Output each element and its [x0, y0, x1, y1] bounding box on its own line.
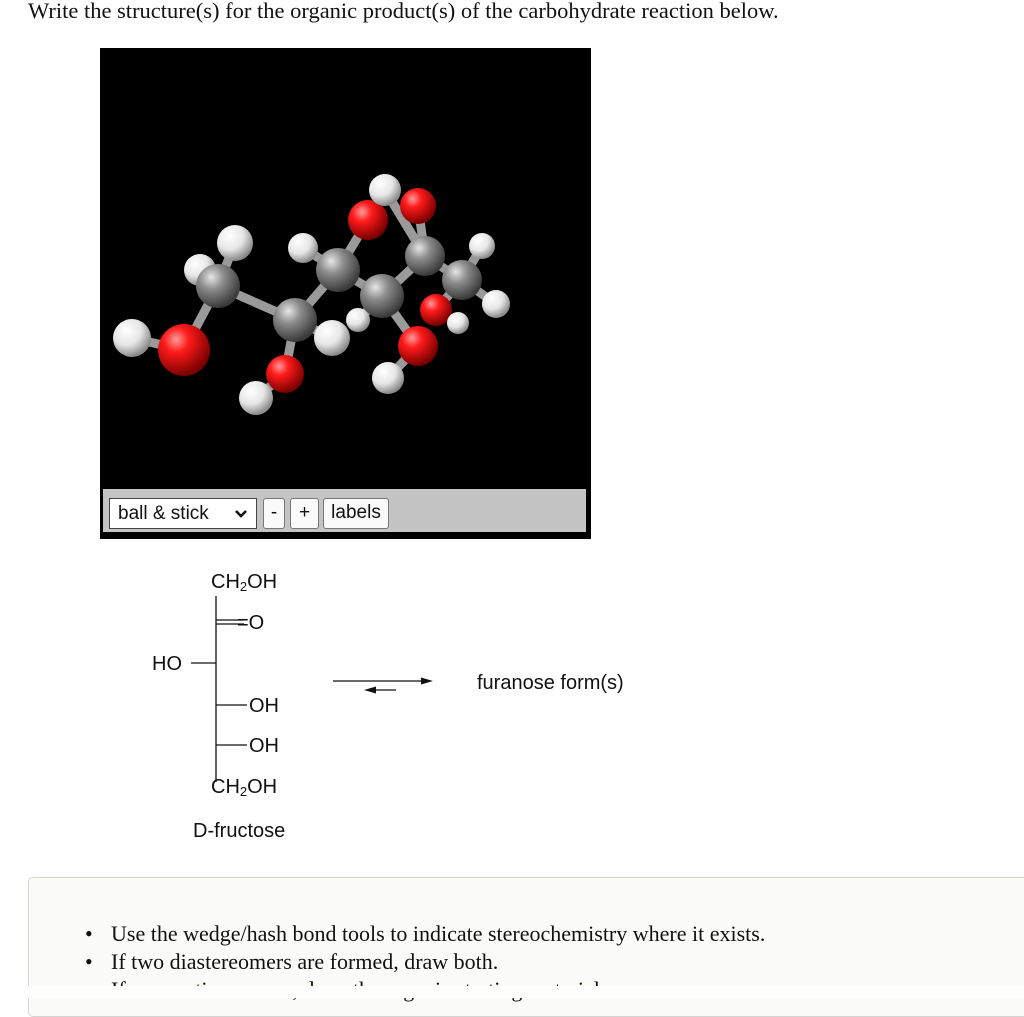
- oh-label-1: OH: [249, 695, 279, 717]
- chevron-down-icon: [234, 508, 248, 520]
- molecule-model[interactable]: [100, 48, 591, 489]
- labels-button[interactable]: labels: [323, 498, 389, 529]
- display-style-select[interactable]: [109, 498, 257, 529]
- zoom-in-button[interactable]: +: [290, 498, 319, 529]
- molecule-viewer[interactable]: [100, 48, 591, 539]
- zoom-out-button[interactable]: -: [263, 498, 285, 529]
- list-item: • Use the wedge/hash bond tools to indicate stereochemistry where it exists.: [85, 921, 766, 946]
- display-style-value: ball & stick: [118, 503, 209, 524]
- ho-label: HO: [152, 653, 182, 675]
- forward-arrowhead: [421, 678, 433, 685]
- question-text: Write the structure(s) for the organic product(s) of the carbohydrate reaction below.: [28, 0, 779, 23]
- reverse-arrowhead: [364, 687, 376, 694]
- viewer-controls: [103, 489, 586, 532]
- page-bottom-edge: [0, 986, 1024, 998]
- compound-name: D-fructose: [193, 820, 286, 842]
- bottom-ch2oh-label: $CH_2OH$: [211, 776, 278, 799]
- product-label: furanose form(s): [477, 672, 624, 694]
- oh-label-2: OH: [249, 735, 279, 757]
- list-item: • If two diastereomers are formed, draw both.: [85, 949, 499, 974]
- top-ch2oh-label: $CH_2OH$: [211, 571, 278, 594]
- bullet-icon: •: [85, 949, 93, 974]
- carbonyl-label: =O: [237, 612, 265, 634]
- bullet-icon: •: [85, 921, 93, 946]
